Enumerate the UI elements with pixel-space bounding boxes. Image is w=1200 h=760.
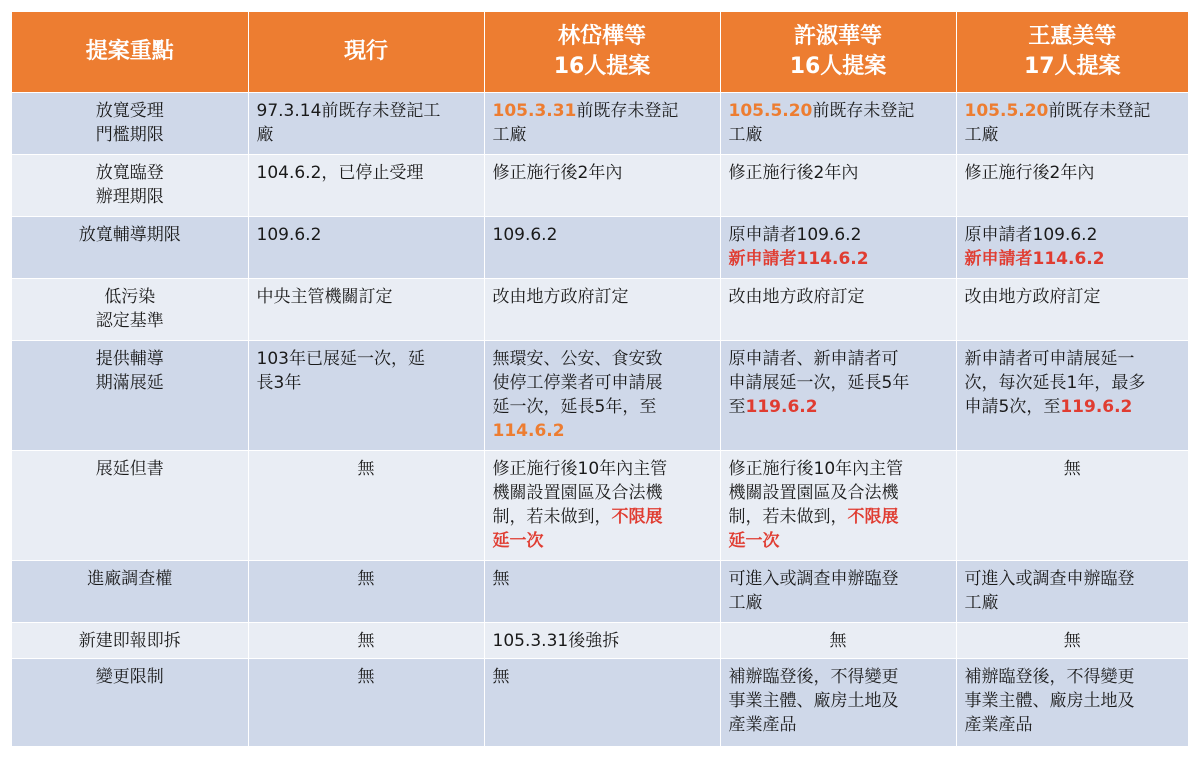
table-row [12,658,1188,746]
row-label-cell [12,450,248,560]
cell-text: 門檻期限 [95,124,164,145]
table-cell [720,340,956,450]
table-cell [484,560,720,622]
table-cell [720,450,956,560]
table-cell [956,560,1188,622]
cell-text: 無 [357,630,375,651]
cell-text: 補辦臨登後，不得變更 [728,666,899,687]
cell-text: 變更限制 [95,666,164,687]
cell-line [965,371,1181,395]
table-cell [956,278,1188,340]
cell-text: 放寬輔導期限 [78,224,181,245]
cell-text: 改由地方政府訂定 [964,286,1101,307]
table-cell [484,278,720,340]
table-cell [248,340,484,450]
cell-text: 進廠調查權 [87,568,173,589]
table-cell [484,154,720,216]
cell-text: 展延但書 [95,458,164,479]
table-cell [248,216,484,278]
cell-line [257,665,476,689]
cell-line [20,347,240,371]
cell-line [729,223,948,247]
cell-line [965,161,1181,185]
cell-line [965,99,1181,123]
cell-line [20,309,240,333]
cell-line [493,99,712,123]
header-line: 許淑華等 [793,23,882,49]
cell-text: 無 [492,568,510,589]
table-cell [248,154,484,216]
cell-line [20,567,240,591]
cell-line [965,247,1181,271]
cell-text: 無 [1063,458,1081,479]
cell-line [20,371,240,395]
cell-line [20,185,240,209]
cell-text: 使停工停業者可申請展 [492,372,663,393]
table-cell [956,92,1188,154]
cell-line [965,223,1181,247]
cell-line [493,285,712,309]
cell-line [729,457,948,481]
cell-text: 產業產品 [964,714,1033,735]
cell-line [729,123,948,147]
cell-text: 無 [357,458,375,479]
cell-text: 機關設置園區及合法機 [728,482,899,503]
cell-line [965,629,1181,653]
highlighted-text: 114.6.2 [492,420,565,441]
cell-text: 修正施行後10年內主管 [492,458,668,479]
table-row [12,278,1188,340]
cell-text: 放寬受理 [95,100,164,121]
header-line: 提案重點 [85,38,174,64]
header-line: 王惠美等 [1028,23,1117,49]
cell-text: 工廠 [492,124,527,145]
highlighted-text: 105.3.31 [492,100,577,121]
cell-text: 事業主體、廠房土地及 [964,690,1135,711]
cell-line [729,99,948,123]
table-cell [484,92,720,154]
cell-text: 修正施行後10年內主管 [728,458,904,479]
cell-line [965,591,1181,615]
table-cell [484,658,720,746]
table-cell [956,658,1188,746]
cell-line [257,457,476,481]
cell-line [729,505,948,529]
cell-line [493,371,712,395]
cell-text: 109.6.2 [492,224,558,245]
cell-line [257,285,476,309]
comparison-table-container [12,12,1188,760]
row-label-cell [12,560,248,622]
row-label-cell [12,278,248,340]
cell-text: 105.3.31後強拆 [492,630,620,651]
header-proposal-lin [484,12,720,92]
header-line: 林岱樺等 [557,23,646,49]
cell-text: 機關設置園區及合法機 [492,482,663,503]
table-cell [484,450,720,560]
cell-text: 認定基準 [95,310,164,331]
header-row [12,12,1188,92]
cell-text: 改由地方政府訂定 [728,286,865,307]
cell-line [257,371,476,395]
cell-line [493,481,712,505]
cell-text: 原申請者、新申請者可 [728,348,899,369]
table-cell [720,154,956,216]
table-cell [484,216,720,278]
cell-text: 無 [357,666,375,687]
table-cell [720,92,956,154]
cell-line [257,123,476,147]
header-line: 17人提案 [1023,53,1121,79]
cell-line [729,347,948,371]
cell-text: 期滿展延 [95,372,164,393]
table-header [12,12,1188,92]
row-label-cell [12,216,248,278]
table-cell [248,560,484,622]
cell-text: 無環安、公安、食安致 [492,348,663,369]
cell-text: 前既存未登記 [1048,100,1151,121]
cell-line [20,223,240,247]
cell-text: 新申請者可申請展延一 [964,348,1135,369]
cell-line [20,99,240,123]
cell-line [257,161,476,185]
cell-line [493,505,712,529]
cell-line [729,529,948,553]
cell-text: 109.6.2 [256,224,322,245]
row-label-cell [12,340,248,450]
cell-line [493,665,712,689]
cell-line [965,395,1181,419]
cell-text: 修正施行後2年內 [728,162,859,183]
cell-text: 產業產品 [728,714,797,735]
table-cell [956,154,1188,216]
cell-text: 辦理期限 [95,186,164,207]
cell-line [257,347,476,371]
cell-line [965,123,1181,147]
cell-text: 無 [829,630,847,651]
cell-line [729,285,948,309]
cell-line [965,457,1181,481]
cell-line [257,223,476,247]
cell-line [965,689,1181,713]
cell-line [965,713,1181,737]
cell-line [493,529,712,553]
cell-text: 新建即報即拆 [78,630,181,651]
table-row [12,560,1188,622]
table-cell [248,450,484,560]
cell-text: 97.3.14前既存未登記工 [256,100,441,121]
cell-line [729,247,948,271]
highlighted-text: 119.6.2 [745,396,818,417]
table-cell [484,622,720,658]
table-cell [956,340,1188,450]
table-row [12,154,1188,216]
cell-text: 原申請者109.6.2 [728,224,862,245]
table-row [12,340,1188,450]
cell-line [20,161,240,185]
row-label-cell [12,658,248,746]
cell-text: 工廠 [964,592,999,613]
header-proposal-hsu [720,12,956,92]
row-label-cell [12,622,248,658]
table-cell [248,622,484,658]
cell-line [493,161,712,185]
cell-text: 延一次，延長5年，至 [492,396,657,417]
cell-line [965,567,1181,591]
cell-text: 前既存未登記 [576,100,679,121]
header-line: 現行 [343,38,388,64]
cell-text: 提供輔導 [95,348,164,369]
cell-text: 申請5次，至 [964,396,1061,417]
cell-line [257,99,476,123]
cell-text: 事業主體、廠房土地及 [728,690,899,711]
cell-text: 改由地方政府訂定 [492,286,629,307]
row-label-cell [12,154,248,216]
cell-line [493,223,712,247]
cell-text: 修正施行後2年內 [964,162,1095,183]
cell-text: 可進入或調查申辦臨登 [728,568,899,589]
cell-line [493,457,712,481]
cell-line [965,347,1181,371]
header-line: 16人提案 [789,53,887,79]
cell-line [729,395,948,419]
cell-line [257,567,476,591]
table-row [12,450,1188,560]
table-cell [956,216,1188,278]
cell-line [493,629,712,653]
cell-text: 次，每次延長1年，最多 [964,372,1146,393]
table-row [12,216,1188,278]
cell-text: 104.6.2，已停止受理 [256,162,424,183]
cell-text: 無 [1063,630,1081,651]
table-cell [248,658,484,746]
table-cell [248,278,484,340]
table-cell [720,216,956,278]
cell-line [493,347,712,371]
cell-line [493,419,712,443]
table-cell [956,450,1188,560]
cell-text: 至 [728,396,746,417]
cell-text: 103年已展延一次，延 [256,348,425,369]
table-cell [956,622,1188,658]
table-body [12,92,1188,746]
cell-line [729,161,948,185]
cell-line [20,123,240,147]
highlighted-text: 不限展 [847,506,899,527]
header-current [248,12,484,92]
cell-line [20,665,240,689]
cell-text: 原申請者109.6.2 [964,224,1098,245]
cell-text: 工廠 [728,124,763,145]
cell-text: 前既存未登記 [812,100,915,121]
table-cell [720,658,956,746]
cell-text: 無 [492,666,510,687]
highlighted-text: 105.5.20 [728,100,813,121]
cell-line [257,629,476,653]
cell-text: 低污染 [104,286,156,307]
cell-line [729,481,948,505]
cell-text: 廠 [256,124,274,145]
row-label-cell [12,92,248,154]
table-row [12,92,1188,154]
table-cell [720,622,956,658]
highlighted-text: 119.6.2 [1060,396,1133,417]
highlighted-text: 新申請者114.6.2 [964,248,1105,269]
cell-text: 可進入或調查申辦臨登 [964,568,1135,589]
cell-line [20,629,240,653]
cell-line [493,123,712,147]
cell-text: 工廠 [728,592,763,613]
cell-line [20,285,240,309]
cell-text: 中央主管機關訂定 [256,286,393,307]
highlighted-text: 105.5.20 [964,100,1049,121]
cell-line [493,567,712,591]
highlighted-text: 新申請者114.6.2 [728,248,869,269]
table-cell [484,340,720,450]
highlighted-text: 延一次 [492,530,544,551]
cell-line [729,629,948,653]
cell-line [493,395,712,419]
cell-text: 補辦臨登後，不得變更 [964,666,1135,687]
table-cell [248,92,484,154]
header-key-points [12,12,248,92]
header-proposal-wang [956,12,1188,92]
cell-text: 制，若未做到， [492,506,612,527]
cell-line [965,665,1181,689]
cell-line [729,371,948,395]
cell-line [729,567,948,591]
cell-line [729,689,948,713]
proposal-comparison-table [12,12,1188,746]
highlighted-text: 延一次 [728,530,780,551]
cell-text: 申請展延一次，延長5年 [728,372,910,393]
cell-text: 修正施行後2年內 [492,162,623,183]
cell-text: 放寬臨登 [95,162,164,183]
cell-line [729,591,948,615]
table-cell [720,278,956,340]
cell-line [729,665,948,689]
table-row [12,622,1188,658]
cell-text: 制，若未做到， [728,506,848,527]
cell-text: 長3年 [256,372,302,393]
cell-line [729,713,948,737]
cell-text: 無 [357,568,375,589]
header-line: 16人提案 [553,53,651,79]
highlighted-text: 不限展 [611,506,663,527]
table-cell [720,560,956,622]
cell-text: 工廠 [964,124,999,145]
cell-line [965,285,1181,309]
cell-line [20,457,240,481]
